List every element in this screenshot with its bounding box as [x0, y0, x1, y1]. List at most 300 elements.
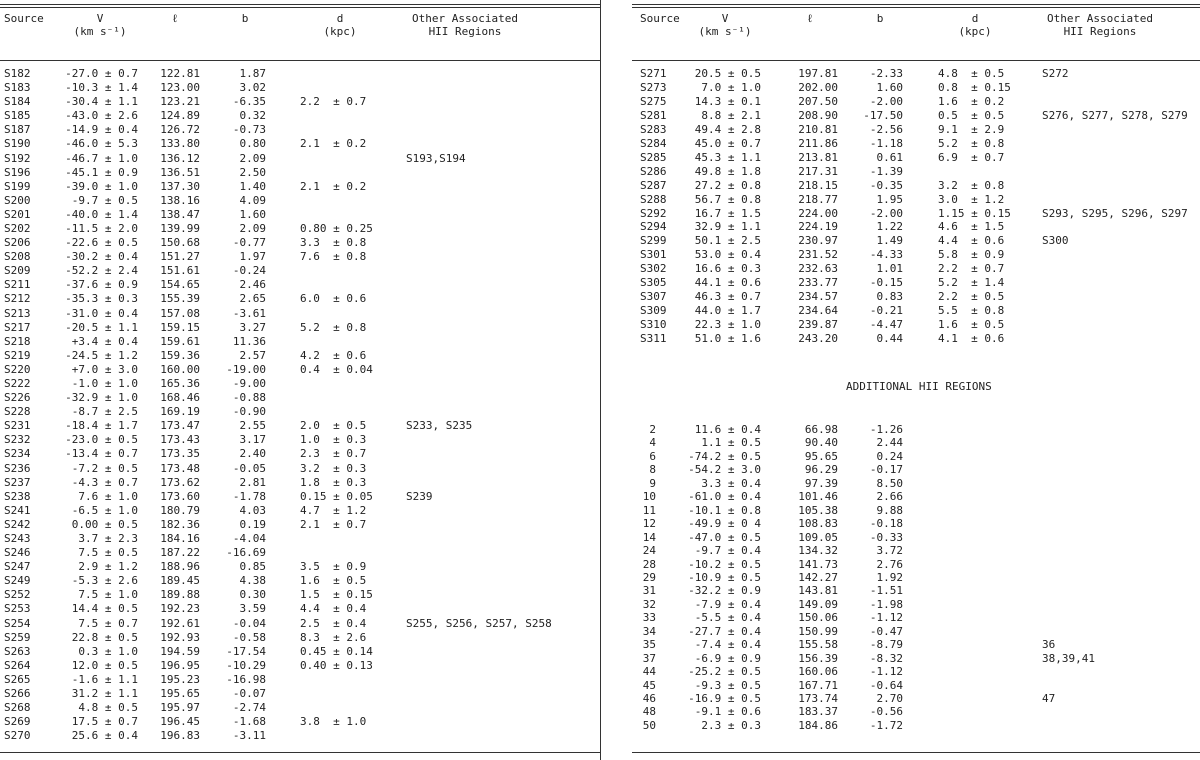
right-header-source: Source: [640, 12, 680, 25]
cell-source: S294: [640, 220, 667, 234]
cell-source: 14: [642, 530, 656, 544]
cell-b: -16.69: [226, 546, 266, 560]
cell-velocity: 0.3 ± 1.0: [78, 644, 138, 658]
cell-velocity: -20.5 ± 1.1: [65, 320, 138, 334]
cell-source: S271: [640, 67, 667, 80]
cell-l: 138.16: [160, 193, 200, 207]
cell-l: 224.00: [798, 206, 838, 220]
cell-b: 0.24: [876, 449, 903, 463]
right-header-v-unit: (km s⁻¹): [698, 25, 752, 38]
right-top-rule-1: [632, 4, 1200, 5]
cell-source: 10: [642, 490, 656, 504]
cell-velocity: -32.9 ± 1.0: [65, 391, 138, 405]
cell-b: 1.60: [876, 80, 903, 94]
cell-source: S287: [640, 178, 667, 192]
cell-velocity: 46.3 ± 0.7: [694, 290, 761, 304]
cell-b: 0.30: [239, 588, 266, 602]
cell-l: 211.86: [798, 136, 838, 150]
cell-l: 133.80: [160, 137, 200, 151]
cell-l: 173.62: [160, 475, 200, 489]
cell-b: -0.88: [232, 391, 266, 405]
cell-source: S236: [4, 461, 31, 475]
cell-source: 45: [642, 678, 656, 692]
right-bottom-rule: [632, 752, 1200, 753]
cell-source: 31: [642, 584, 656, 598]
cell-l: 192.93: [160, 630, 200, 644]
cell-velocity: 7.5 ± 0.7: [78, 616, 138, 630]
cell-source: S213: [4, 306, 31, 320]
cell-associated: 47: [1042, 692, 1056, 705]
cell-l: 156.39: [798, 651, 838, 665]
cell-l: 234.64: [798, 304, 838, 318]
cell-b: -2.00: [869, 206, 903, 220]
cell-d: 6.9 ± 0.7: [938, 150, 1005, 164]
cell-velocity: -47.0 ± 0.5: [688, 530, 761, 544]
cell-b: 1.60: [239, 207, 266, 221]
cell-d: 5.8 ± 0.9: [938, 248, 1005, 262]
cell-velocity: 49.4 ± 2.8: [694, 122, 761, 136]
cell-source: 8: [649, 463, 656, 477]
cell-source: S220: [4, 362, 31, 376]
cell-source: 46: [642, 692, 656, 705]
cell-b: -0.18: [869, 517, 903, 531]
cell-l: 151.61: [160, 264, 200, 278]
cell-l: 182.36: [160, 517, 200, 531]
cell-b: 2.76: [876, 557, 903, 571]
cell-b: -0.56: [869, 705, 903, 719]
cell-d: 4.1 ± 0.6: [938, 332, 1005, 346]
cell-d: 2.5 ± 0.4: [300, 616, 367, 630]
cell-source: S201: [4, 207, 31, 221]
cell-l: 230.97: [798, 234, 838, 248]
cell-l: 97.39: [804, 476, 838, 490]
cell-source: 29: [642, 570, 656, 584]
left-header-other-2: HII Regions: [428, 25, 502, 38]
cell-l: 167.71: [798, 678, 838, 692]
cell-velocity: -49.9 ± 0 4: [688, 517, 761, 531]
cell-l: 149.09: [798, 597, 838, 611]
cell-source: S270: [4, 729, 31, 743]
cell-l: 184.16: [160, 531, 200, 545]
cell-d: 4.4 ± 0.6: [938, 234, 1005, 248]
cell-associated: 38,39,41: [1042, 651, 1095, 665]
cell-source: S253: [4, 602, 31, 616]
cell-b: -0.04: [232, 616, 266, 630]
cell-source: S302: [640, 262, 667, 276]
cell-d: 4.2 ± 0.6: [300, 348, 367, 362]
cell-source: S212: [4, 292, 31, 306]
cell-b: 11.36: [232, 334, 266, 348]
cell-l: 196.95: [160, 658, 200, 672]
cell-velocity: -6.9 ± 0.9: [694, 651, 761, 665]
cell-b: -0.35: [869, 178, 903, 192]
cell-velocity: 3.7 ± 2.3: [78, 531, 138, 545]
cell-b: -0.24: [232, 264, 266, 278]
cell-l: 173.47: [160, 419, 200, 433]
cell-source: S275: [640, 94, 667, 108]
cell-b: 0.83: [876, 290, 903, 304]
cell-l: 66.98: [804, 423, 838, 436]
cell-source: S307: [640, 290, 667, 304]
cell-l: 208.90: [798, 108, 838, 122]
cell-l: 243.20: [798, 332, 838, 346]
cell-velocity: 2.3 ± 0.3: [701, 718, 761, 732]
cell-d: 8.3 ± 2.6: [300, 630, 367, 644]
cell-source: S222: [4, 376, 31, 390]
cell-b: -0.17: [869, 463, 903, 477]
cell-b: 3.59: [239, 602, 266, 616]
cell-velocity: -32.2 ± 0.9: [688, 584, 761, 598]
cell-l: 234.57: [798, 290, 838, 304]
cell-source: S252: [4, 588, 31, 602]
cell-b: -17.50: [863, 108, 903, 122]
cell-source: S266: [4, 686, 31, 700]
cell-velocity: -61.0 ± 0.4: [688, 490, 761, 504]
cell-b: 3.72: [876, 544, 903, 558]
cell-d: 3.5 ± 0.9: [300, 560, 367, 574]
cell-l: 155.58: [798, 638, 838, 652]
cell-velocity: -1.0 ± 1.0: [71, 376, 138, 390]
cell-d: 0.5 ± 0.5: [938, 108, 1005, 122]
cell-b: -0.77: [232, 236, 266, 250]
cell-velocity: 8.8 ± 2.1: [701, 108, 761, 122]
cell-velocity: -4.3 ± 0.7: [71, 475, 138, 489]
cell-l: 105.38: [798, 503, 838, 517]
cell-velocity: -9.1 ± 0.6: [694, 705, 761, 719]
cell-l: 184.86: [798, 718, 838, 732]
right-top-rule-2: [632, 7, 1200, 8]
cell-b: -1.72: [869, 718, 903, 732]
cell-l: 96.29: [804, 463, 838, 477]
cell-velocity: 44.1 ± 0.6: [694, 276, 761, 290]
cell-l: 136.12: [160, 151, 200, 165]
cell-l: 150.68: [160, 236, 200, 250]
cell-source: S234: [4, 447, 31, 461]
cell-source: S246: [4, 546, 31, 560]
cell-velocity: 51.0 ± 1.6: [694, 332, 761, 346]
cell-b: 0.61: [876, 150, 903, 164]
cell-velocity: 1.1 ± 0.5: [701, 436, 761, 450]
cell-l: 194.59: [160, 644, 200, 658]
cell-source: 12: [642, 517, 656, 531]
cell-velocity: 12.0 ± 0.5: [71, 658, 138, 672]
cell-b: -1.68: [232, 715, 266, 729]
cell-b: -2.33: [869, 67, 903, 80]
cell-d: 5.2 ± 0.8: [938, 136, 1005, 150]
cell-source: 37: [642, 651, 656, 665]
cell-associated: S193,S194: [406, 151, 466, 165]
cell-associated: S272: [1042, 67, 1069, 80]
cell-b: -4.04: [232, 531, 266, 545]
cell-l: 138.47: [160, 207, 200, 221]
cell-source: 48: [642, 705, 656, 719]
cell-b: 2.50: [239, 165, 266, 179]
cell-b: -0.58: [232, 630, 266, 644]
cell-velocity: -7.2 ± 0.5: [71, 461, 138, 475]
cell-velocity: -46.0 ± 5.3: [65, 137, 138, 151]
left-header-v-unit: (km s⁻¹): [73, 25, 127, 38]
cell-d: 4.7 ± 1.2: [300, 503, 367, 517]
cell-velocity: 16.6 ± 0.3: [694, 262, 761, 276]
cell-b: -0.21: [869, 304, 903, 318]
cell-l: 195.23: [160, 672, 200, 686]
cell-velocity: -46.7 ± 1.0: [65, 151, 138, 165]
cell-associated: S233, S235: [406, 419, 473, 433]
cell-velocity: 7.5 ± 1.0: [78, 588, 138, 602]
cell-velocity: 44.0 ± 1.7: [694, 304, 761, 318]
right-header-d-unit: (kpc): [958, 25, 992, 38]
cell-d: 1.6 ± 0.5: [938, 318, 1005, 332]
cell-d: 3.2 ± 0.8: [938, 178, 1005, 192]
cell-velocity: -9.7 ± 0.5: [71, 193, 138, 207]
cell-b: 1.92: [876, 570, 903, 584]
cell-l: 173.60: [160, 489, 200, 503]
cell-d: 1.6 ± 0.5: [300, 574, 367, 588]
cell-velocity: 45.3 ± 1.1: [694, 150, 761, 164]
cell-velocity: 20.5 ± 0.5: [694, 67, 761, 80]
right-header-l: ℓ: [806, 12, 814, 25]
cell-d: 2.0 ± 0.5: [300, 419, 367, 433]
cell-l: 195.65: [160, 686, 200, 700]
cell-b: -1.26: [869, 423, 903, 436]
cell-d: 0.15 ± 0.05: [300, 489, 373, 503]
cell-velocity: -11.5 ± 2.0: [65, 221, 138, 235]
cell-d: 2.3 ± 0.7: [300, 447, 367, 461]
cell-velocity: 27.2 ± 0.8: [694, 178, 761, 192]
cell-b: 1.40: [239, 179, 266, 193]
cell-l: 160.00: [160, 362, 200, 376]
cell-source: S219: [4, 348, 31, 362]
cell-velocity: 11.6 ± 0.4: [694, 423, 761, 436]
cell-d: 1.8 ± 0.3: [300, 475, 367, 489]
cell-d: 1.15 ± 0.15: [938, 206, 1011, 220]
cell-b: 2.65: [239, 292, 266, 306]
cell-velocity: 53.0 ± 0.4: [694, 248, 761, 262]
cell-l: 196.45: [160, 715, 200, 729]
cell-d: 0.80 ± 0.25: [300, 221, 373, 235]
right-header-other-2: HII Regions: [1063, 25, 1137, 38]
cell-source: S288: [640, 192, 667, 206]
cell-l: 150.06: [798, 611, 838, 625]
cell-l: 143.81: [798, 584, 838, 598]
cell-velocity: -5.3 ± 2.6: [71, 574, 138, 588]
cell-b: -1.78: [232, 489, 266, 503]
cell-d: 5.5 ± 0.8: [938, 304, 1005, 318]
right-header-d: d: [971, 12, 979, 25]
cell-source: S209: [4, 264, 31, 278]
cell-d: 4.4 ± 0.4: [300, 602, 367, 616]
cell-b: 2.81: [239, 475, 266, 489]
cell-l: 218.77: [798, 192, 838, 206]
cell-source: S281: [640, 108, 667, 122]
cell-velocity: 16.7 ± 1.5: [694, 206, 761, 220]
cell-b: -2.74: [232, 701, 266, 715]
cell-l: 168.46: [160, 391, 200, 405]
cell-b: 1.95: [876, 192, 903, 206]
cell-velocity: 49.8 ± 1.8: [694, 164, 761, 178]
cell-b: -4.47: [869, 318, 903, 332]
cell-d: 6.0 ± 0.6: [300, 292, 367, 306]
left-bottom-rule: [0, 752, 600, 753]
cell-l: 150.99: [798, 624, 838, 638]
cell-b: 9.88: [876, 503, 903, 517]
cell-source: S247: [4, 560, 31, 574]
cell-b: -0.07: [232, 686, 266, 700]
cell-l: 173.43: [160, 433, 200, 447]
cell-l: 217.31: [798, 164, 838, 178]
cell-b: -8.79: [869, 638, 903, 652]
cell-source: S249: [4, 574, 31, 588]
cell-velocity: 14.4 ± 0.5: [71, 602, 138, 616]
cell-d: 2.2 ± 0.5: [938, 290, 1005, 304]
cell-velocity: -23.0 ± 0.5: [65, 433, 138, 447]
cell-d: 1.5 ± 0.15: [300, 588, 373, 602]
cell-b: -1.12: [869, 611, 903, 625]
cell-velocity: 2.9 ± 1.2: [78, 560, 138, 574]
cell-b: -4.33: [869, 248, 903, 262]
cell-l: 187.22: [160, 546, 200, 560]
cell-source: S284: [640, 136, 667, 150]
cell-d: 3.0 ± 1.2: [938, 192, 1005, 206]
cell-velocity: 3.3 ± 0.4: [701, 476, 761, 490]
cell-b: 2.40: [239, 447, 266, 461]
cell-source: S311: [640, 332, 667, 346]
cell-d: 2.2 ± 0.7: [938, 262, 1005, 276]
cell-b: -3.61: [232, 306, 266, 320]
cell-b: -0.64: [869, 678, 903, 692]
cell-source: 24: [642, 544, 656, 558]
cell-source: S211: [4, 278, 31, 292]
cell-l: 101.46: [798, 490, 838, 504]
cell-source: 33: [642, 611, 656, 625]
cell-velocity: -54.2 ± 3.0: [688, 463, 761, 477]
cell-b: -0.05: [232, 461, 266, 475]
cell-velocity: -27.7 ± 0.4: [688, 624, 761, 638]
cell-l: 183.37: [798, 705, 838, 719]
cell-velocity: +7.0 ± 3.0: [71, 362, 138, 376]
cell-l: 151.27: [160, 250, 200, 264]
cell-velocity: 17.5 ± 0.7: [71, 715, 138, 729]
cell-source: S183: [4, 81, 31, 95]
cell-source: 6: [649, 449, 656, 463]
cell-source: S226: [4, 391, 31, 405]
cell-velocity: -10.2 ± 0.5: [688, 557, 761, 571]
cell-l: 108.83: [798, 517, 838, 531]
cell-l: 157.08: [160, 306, 200, 320]
left-top-rule-1: [0, 4, 600, 5]
cell-velocity: -1.6 ± 1.1: [71, 672, 138, 686]
cell-d: 4.8 ± 0.5: [938, 67, 1005, 80]
left-header-source: Source: [4, 12, 44, 25]
cell-source: S184: [4, 95, 31, 109]
cell-b: 3.17: [239, 433, 266, 447]
cell-velocity: -14.9 ± 0.4: [65, 123, 138, 137]
cell-b: 0.44: [876, 332, 903, 346]
cell-d: 0.40 ± 0.13: [300, 658, 373, 672]
right-header-other: Other Associated: [1047, 12, 1153, 25]
left-header-rule: [0, 60, 600, 61]
cell-l: 165.36: [160, 376, 200, 390]
left-header-d-unit: (kpc): [323, 25, 357, 38]
cell-l: 139.99: [160, 221, 200, 235]
cell-l: 218.15: [798, 178, 838, 192]
cell-l: 192.23: [160, 602, 200, 616]
cell-b: 2.66: [876, 490, 903, 504]
cell-source: S182: [4, 67, 31, 80]
cell-velocity: -7.4 ± 0.4: [694, 638, 761, 652]
cell-associated: S239: [406, 489, 433, 503]
cell-source: S190: [4, 137, 31, 151]
cell-d: 4.6 ± 1.5: [938, 220, 1005, 234]
cell-l: 189.88: [160, 588, 200, 602]
cell-source: S237: [4, 475, 31, 489]
cell-d: 2.1 ± 0.2: [300, 179, 367, 193]
cell-source: S269: [4, 715, 31, 729]
cell-d: 9.1 ± 2.9: [938, 122, 1005, 136]
cell-l: 95.65: [804, 449, 838, 463]
cell-b: -10.29: [226, 658, 266, 672]
cell-b: -0.90: [232, 405, 266, 419]
cell-b: 4.09: [239, 193, 266, 207]
cell-source: S263: [4, 644, 31, 658]
cell-d: 0.4 ± 0.04: [300, 362, 373, 376]
cell-b: -2.56: [869, 122, 903, 136]
cell-d: 5.2 ± 0.8: [300, 320, 367, 334]
cell-l: 159.36: [160, 348, 200, 362]
cell-l: 136.51: [160, 165, 200, 179]
cell-l: 154.65: [160, 278, 200, 292]
cell-l: 124.89: [160, 109, 200, 123]
cell-d: 2.2 ± 0.7: [300, 95, 367, 109]
cell-velocity: -27.0 ± 0.7: [65, 67, 138, 80]
cell-source: S228: [4, 405, 31, 419]
cell-velocity: 22.3 ± 1.0: [694, 318, 761, 332]
cell-velocity: 7.5 ± 0.5: [78, 546, 138, 560]
right-header-v: V: [721, 12, 729, 25]
cell-source: S305: [640, 276, 667, 290]
cell-b: -1.12: [869, 665, 903, 679]
cell-l: 141.73: [798, 557, 838, 571]
right-header-rule: [632, 60, 1200, 61]
cell-l: 159.15: [160, 320, 200, 334]
cell-b: -1.51: [869, 584, 903, 598]
cell-b: -17.54: [226, 644, 266, 658]
cell-velocity: -40.0 ± 1.4: [65, 207, 138, 221]
cell-velocity: 31.2 ± 1.1: [71, 686, 138, 700]
cell-b: -19.00: [226, 362, 266, 376]
cell-source: S192: [4, 151, 31, 165]
cell-b: 2.46: [239, 278, 266, 292]
cell-velocity: 0.00 ± 0.5: [71, 517, 138, 531]
cell-b: 3.27: [239, 320, 266, 334]
cell-b: -8.32: [869, 651, 903, 665]
cell-velocity: -45.1 ± 0.9: [65, 165, 138, 179]
cell-l: 142.27: [798, 570, 838, 584]
cell-velocity: -25.2 ± 0.5: [688, 665, 761, 679]
cell-associated: S293, S295, S296, S297: [1042, 206, 1188, 220]
cell-b: 1.87: [239, 67, 266, 80]
cell-velocity: -5.5 ± 0.4: [694, 611, 761, 625]
cell-b: -6.35: [232, 95, 266, 109]
cell-l: 189.45: [160, 574, 200, 588]
cell-source: S264: [4, 658, 31, 672]
cell-d: 7.6 ± 0.8: [300, 250, 367, 264]
cell-l: 155.39: [160, 292, 200, 306]
cell-velocity: 14.3 ± 0.1: [694, 94, 761, 108]
cell-velocity: -30.2 ± 0.4: [65, 250, 138, 264]
cell-source: S283: [640, 122, 667, 136]
cell-d: 3.3 ± 0.8: [300, 236, 367, 250]
